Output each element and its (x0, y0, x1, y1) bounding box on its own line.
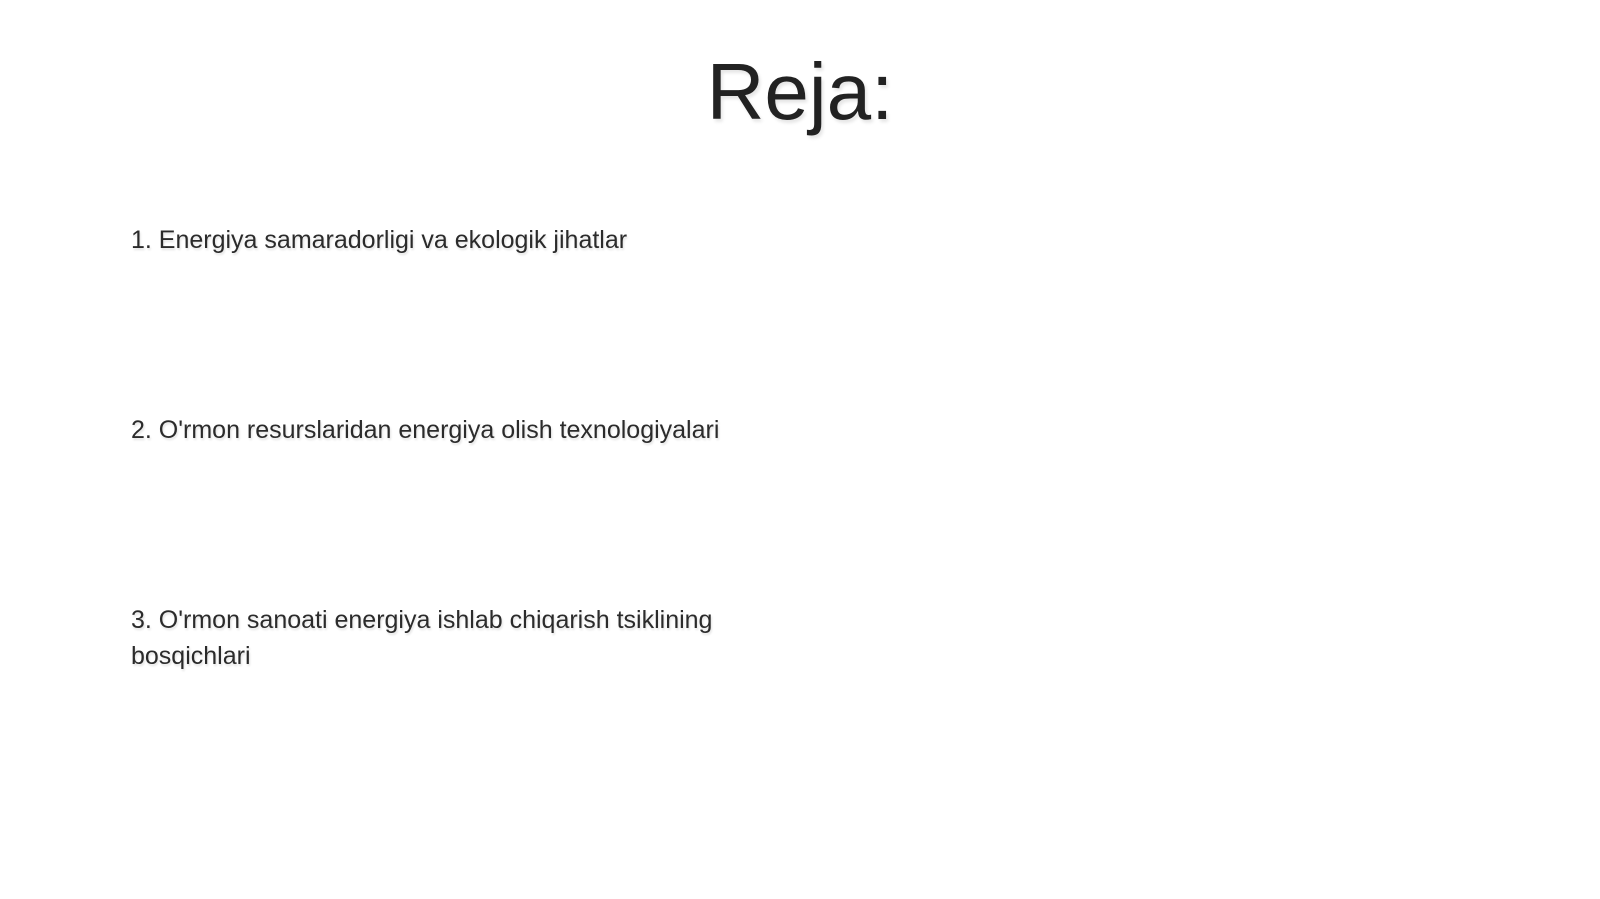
plan-item-2: 2. O'rmon resurslaridan energiya olish texnologiyalari (131, 416, 720, 444)
slide-title: Reja: (706, 47, 894, 136)
plan-item-1: 1. Energiya samaradorligi va ekologik jihatlar (131, 226, 628, 254)
plan-item-3: 3. O'rmon sanoati energiya ishlab chiqarish tsiklining bosqichlari (131, 606, 713, 670)
